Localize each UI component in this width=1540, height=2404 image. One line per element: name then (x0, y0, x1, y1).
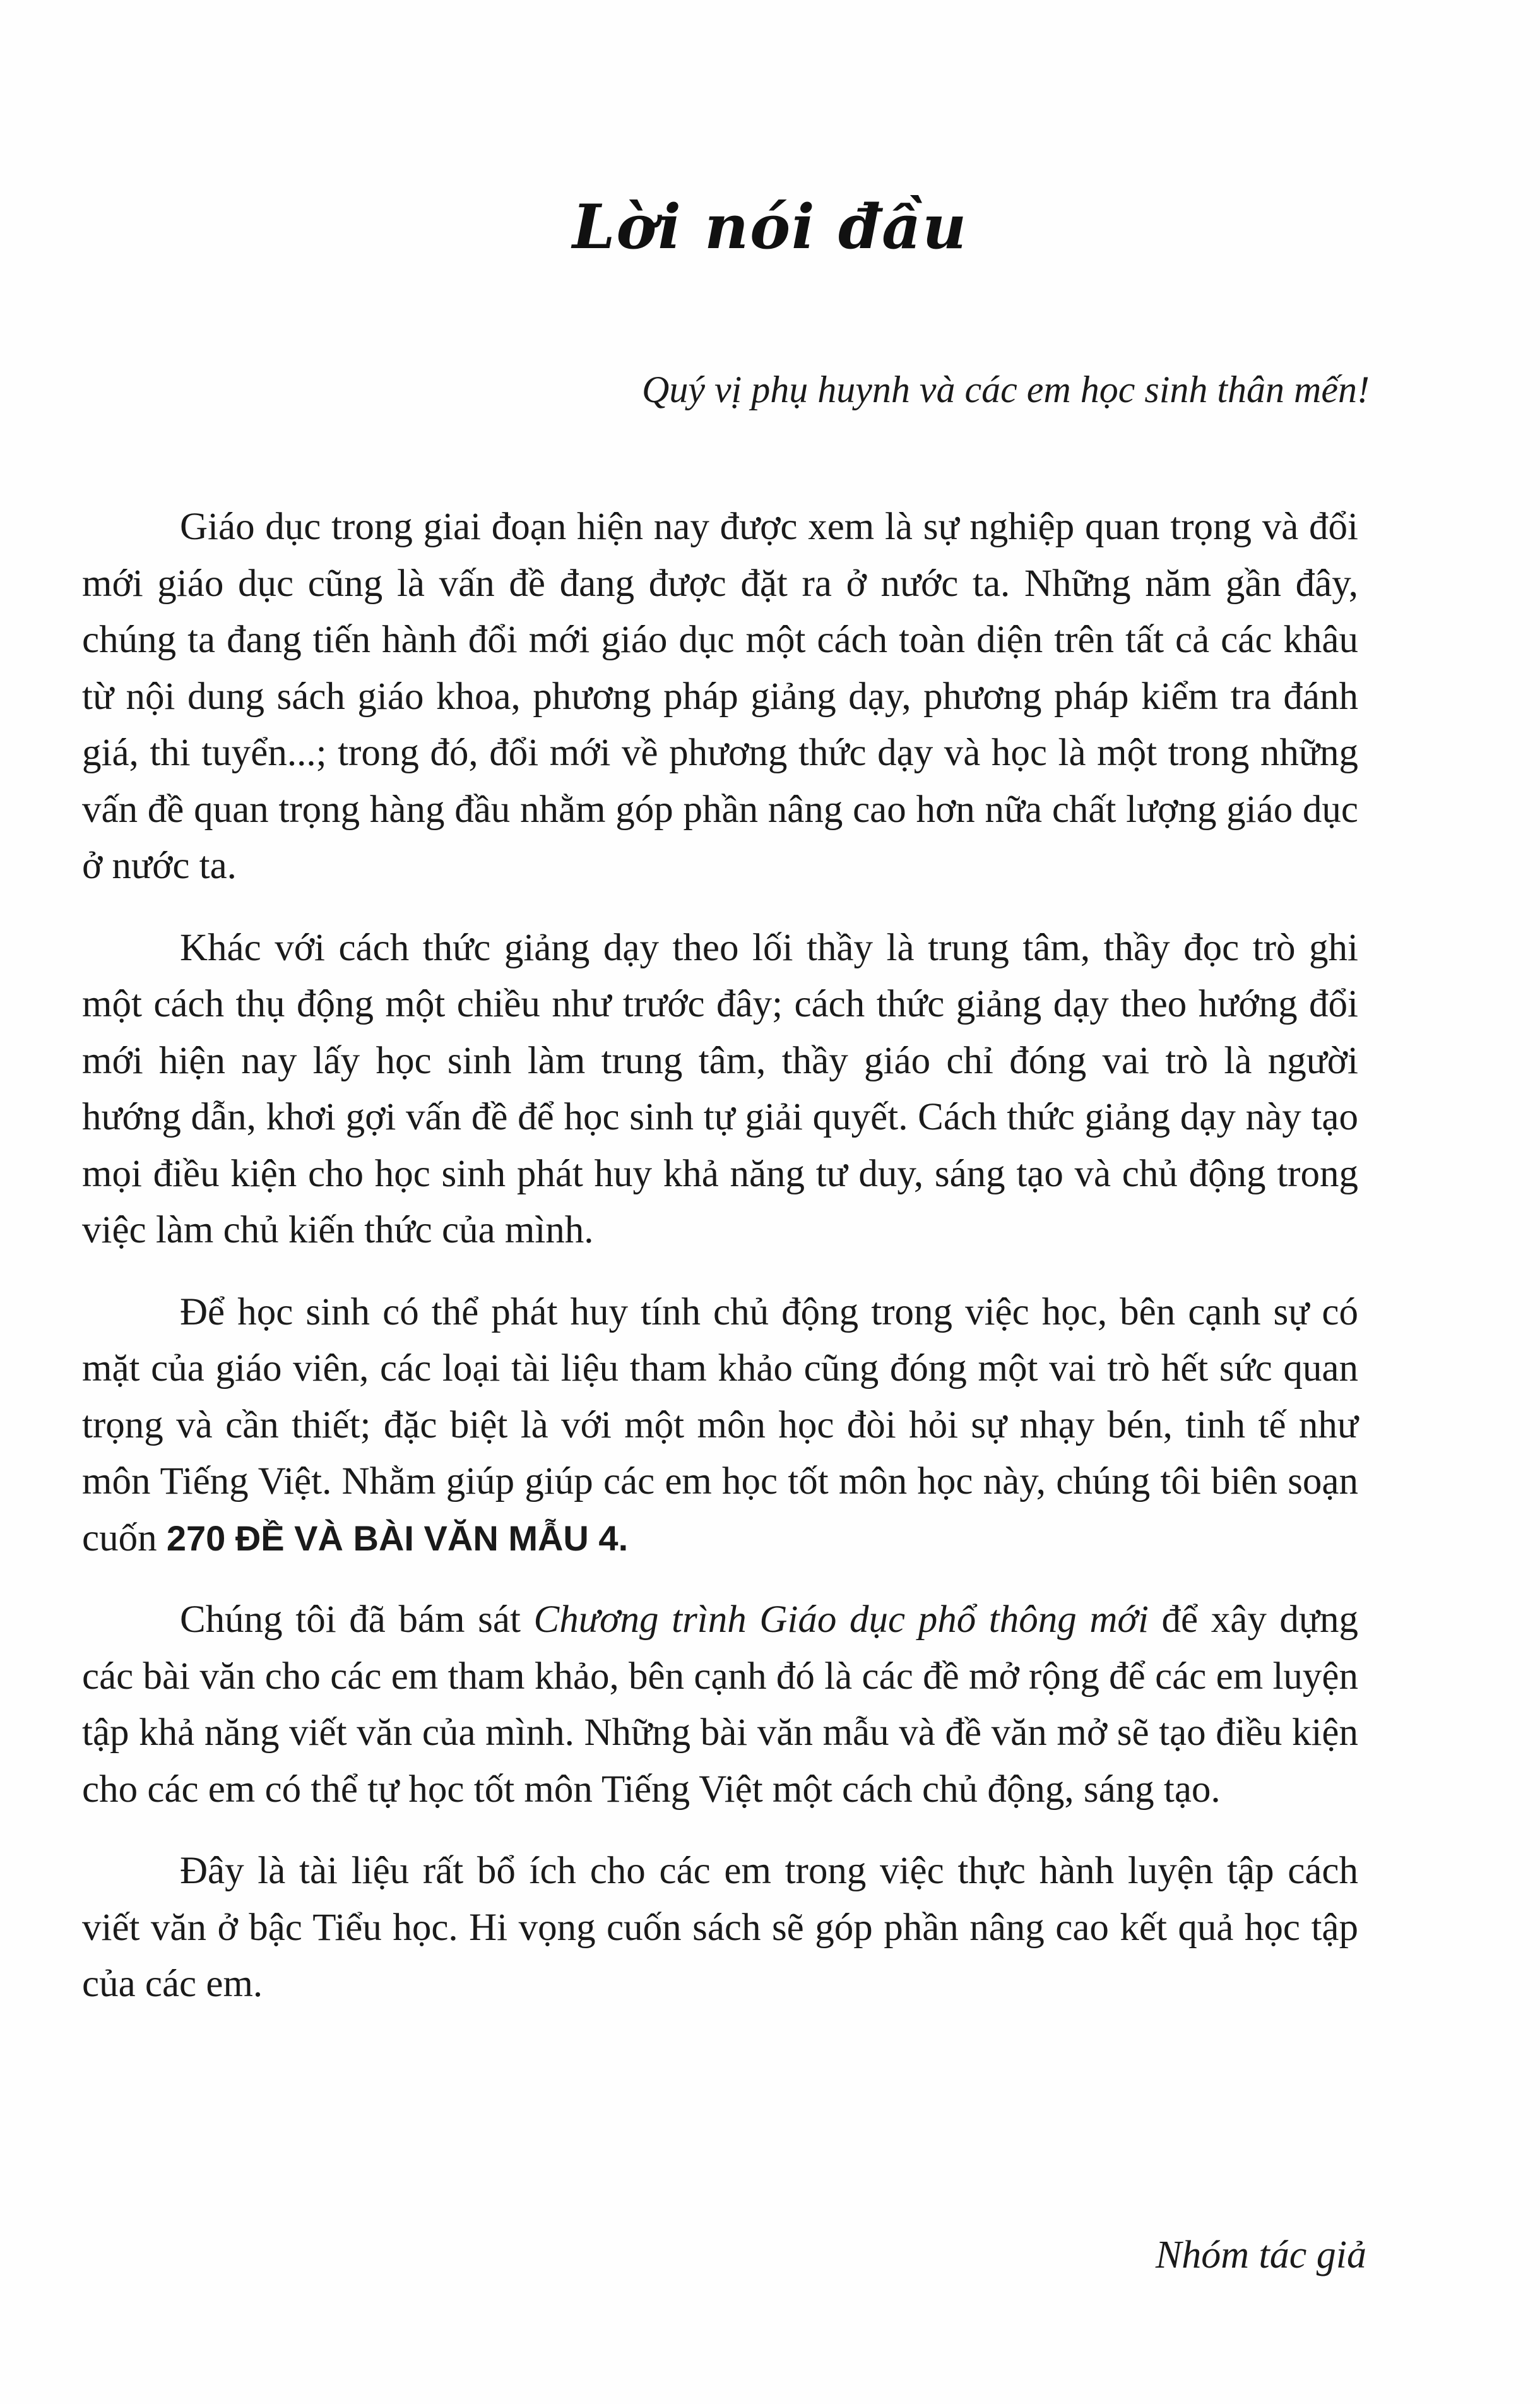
paragraph-4 (82, 1592, 1358, 1818)
paragraph-4-text-end: để xây dựng các bài văn cho các em tham khảo, bên cạnh đó là các đề mở rộng để các em luyện tập khả năng viết văn của mình. Những bài văn mẫu và đề văn mở sẽ tạo điều kiện cho các em có thể tự học tốt môn Tiếng Việt một cách chủ động, sáng tạo. (82, 1598, 1358, 1811)
paragraph-3 (82, 1284, 1358, 1567)
book-title: 270 ĐỀ VÀ BÀI VĂN MẪU 4 (166, 1518, 619, 1558)
paragraph-4-text-start: Chúng tôi đã bám sát (180, 1598, 534, 1641)
paragraph-1: Giáo dục trong giai đoạn hiện nay được xem là sự nghiệp quan trọng và đổi mới giáo dục cũng là vấn đề đang được đặt ra ở nước ta. Những năm gần đây, chúng ta đang tiến hành đổi mới giáo dục một cách toàn diện trên tất cả các khâu từ nội dung sách giáo khoa, phương pháp giảng dạy, phương pháp kiểm tra đánh giá, thi tuyển...; trong đó, đổi mới về phương thức dạy và học là một trong những vấn đề quan trọng hàng đầu nhằm góp phần nâng cao hơn nữa chất lượng giáo dục ở nước ta. (82, 506, 1358, 887)
paragraph-5: Đây là tài liệu rất bổ ích cho các em trong việc thực hành luyện tập cách viết văn ở bậc Tiểu học. Hi vọng cuốn sách sẽ góp phần nâng cao kết quả học tập của các em. (82, 1850, 1358, 2005)
paragraph-3-text: Để học sinh có thể phát huy tính chủ động trong việc học, bên cạnh sự có mặt của giáo viên, các loại tài liệu tham khảo cũng đóng một vai trò hết sức quan trọng và cần thiết; đặc biệt là với một môn học đòi hỏi sự nhạy bén, tinh tế như môn Tiếng Việt. Nhằm giúp giúp các em học tốt môn học này, chúng tôi biên soạn cuốn (82, 1290, 1358, 1559)
page-title: Lời nói đầu (572, 191, 968, 263)
greeting-line: Quý vị phụ huynh và các em học sinh thân mến! (641, 369, 1370, 410)
paragraph-2: Khác với cách thức giảng dạy theo lối thầy là trung tâm, thầy đọc trò ghi một cách thụ động một chiều như trước đây; cách thức giảng dạy theo hướng đổi mới hiện nay lấy học sinh làm trung tâm, thầy giáo chỉ đóng vai trò là người hướng dẫn, khơi gợi vấn đề để học sinh tự giải quyết. Cách thức giảng dạy này tạo mọi điều kiện cho học sinh phát huy khả năng tư duy, sáng tạo và chủ động trong việc làm chủ kiến thức của mình. (82, 926, 1358, 1251)
book-title-period: . (618, 1518, 629, 1558)
preface-body (82, 499, 1358, 2013)
signature: Nhóm tác giả (1155, 2234, 1366, 2276)
program-name: Chương trình Giáo dục phổ thông mới (533, 1598, 1149, 1641)
